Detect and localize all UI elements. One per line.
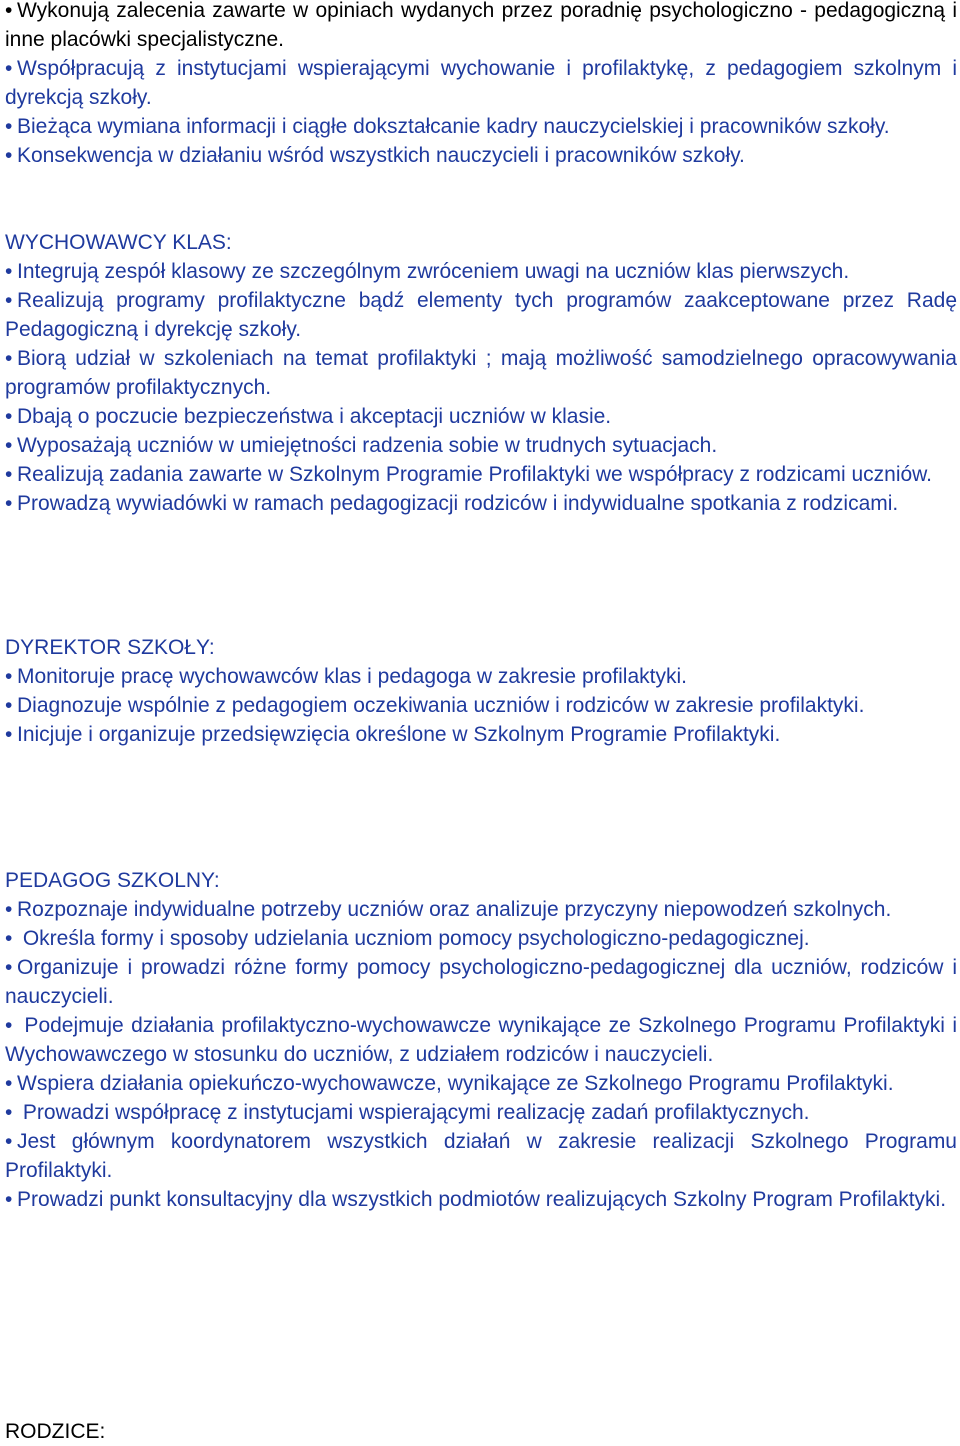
section-heading: RODZICE: [5, 1420, 106, 1443]
bullet-icon: • [5, 694, 13, 717]
bullet-icon: • [5, 405, 13, 428]
intro-section [5, 0, 957, 170]
pedagog-section [5, 866, 957, 1214]
bullet-icon: • [5, 723, 13, 746]
bullet-icon: • [5, 434, 13, 457]
list-item: • Prowadzi współpracę z instytucjami wspierającymi realizację zadań profilaktycznych. [5, 1098, 957, 1127]
list-item: • Realizują programy profilaktyczne bądź elementy tych programów zaakceptowane przez Radę Pedagogiczną i dyrekcję szkoły. [5, 286, 957, 344]
bullet-icon: • [5, 463, 13, 486]
list-item: • Podejmuje działania profilaktyczno-wychowawcze wynikające ze Szkolnego Programu Profilaktyki i Wychowawczego w stosunku do uczniów, z udziałem rodziców i nauczycieli. [5, 1011, 957, 1069]
bullet-icon: • [5, 1188, 13, 1211]
list-item: • Dbają o poczucie bezpieczeństwa i akceptacji uczniów w klasie. [5, 402, 957, 431]
bullet-icon: • [5, 144, 13, 167]
bullet-icon: • [5, 898, 13, 921]
bullet-icon: • [5, 347, 13, 370]
bullet-icon: • [5, 1101, 13, 1124]
list-item: • Integrują zespół klasowy ze szczególnym zwróceniem uwagi na uczniów klas pierwszych. [5, 257, 957, 286]
list-item: • Jest głównym koordynatorem wszystkich działań w zakresie realizacji Szkolnego Programu Profilaktyki. [5, 1127, 957, 1185]
list-item: • Konsekwencja w działaniu wśród wszystkich nauczycieli i pracowników szkoły. [5, 141, 957, 170]
list-item: • Prowadzą wywiadówki w ramach pedagogizacji rodziców i indywidualne spotkania z rodzicami. [5, 489, 957, 518]
bullet-icon: • [5, 260, 13, 283]
list-item: • Prowadzi punkt konsultacyjny dla wszystkich podmiotów realizujących Szkolny Program Profilaktyki. [5, 1185, 957, 1214]
bullet-icon: • [5, 0, 13, 22]
rodzice-section [5, 1417, 957, 1446]
list-item: • Organizuje i prowadzi różne formy pomocy psychologiczno-pedagogicznej dla uczniów, rodziców i nauczycieli. [5, 953, 957, 1011]
list-item: • Określa formy i sposoby udzielania uczniom pomocy psychologiczno-pedagogicznej. [5, 924, 957, 953]
bullet-icon: • [5, 1014, 13, 1037]
list-item: • Współpracują z instytucjami wspierającymi wychowanie i profilaktykę, z pedagogiem szkolnym i dyrekcją szkoły. [5, 54, 957, 112]
bullet-icon: • [5, 1072, 13, 1095]
bullet-icon: • [5, 57, 13, 80]
list-item: • Wykonują zalecenia zawarte w opiniach wydanych przez poradnię psychologiczno - pedagogiczną i inne placówki specjalistyczne. [5, 0, 957, 54]
section-heading: DYREKTOR SZKOŁY: [5, 636, 215, 659]
bullet-icon: • [5, 115, 13, 138]
section-heading: WYCHOWAWCY KLAS: [5, 231, 232, 254]
section-heading: PEDAGOG SZKOLNY: [5, 869, 220, 892]
list-item: • Monitoruje pracę wychowawców klas i pedagoga w zakresie profilaktyki. [5, 662, 957, 691]
list-item: • Rozpoznaje indywidualne potrzeby uczniów oraz analizuje przyczyny niepowodzeń szkolnych. [5, 895, 957, 924]
bullet-icon: • [5, 492, 13, 515]
bullet-icon: • [5, 665, 13, 688]
list-item: • Bieżąca wymiana informacji i ciągłe dokształcanie kadry nauczycielskiej i pracowników szkoły. [5, 112, 957, 141]
bullet-icon: • [5, 956, 13, 979]
list-item: • Wspiera działania opiekuńczo-wychowawcze, wynikające ze Szkolnego Programu Profilaktyki. [5, 1069, 957, 1098]
bullet-icon: • [5, 927, 13, 950]
list-item: • Diagnozuje wspólnie z pedagogiem oczekiwania uczniów i rodziców w zakresie profilaktyki. [5, 691, 957, 720]
bullet-icon: • [5, 1130, 13, 1153]
dyrektor-section [5, 633, 957, 749]
list-item: • Wyposażają uczniów w umiejętności radzenia sobie w trudnych sytuacjach. [5, 431, 957, 460]
bullet-icon: • [5, 289, 13, 312]
wychowawcy-section [5, 228, 957, 518]
list-item: • Realizują zadania zawarte w Szkolnym Programie Profilaktyki we współpracy z rodzicami uczniów. [5, 460, 957, 489]
list-item: • Inicjuje i organizuje przedsięwzięcia określone w Szkolnym Programie Profilaktyki. [5, 720, 957, 749]
list-item: • Biorą udział w szkoleniach na temat profilaktyki ; mają możliwość samodzielnego opracowywania programów profilaktycznych. [5, 344, 957, 402]
